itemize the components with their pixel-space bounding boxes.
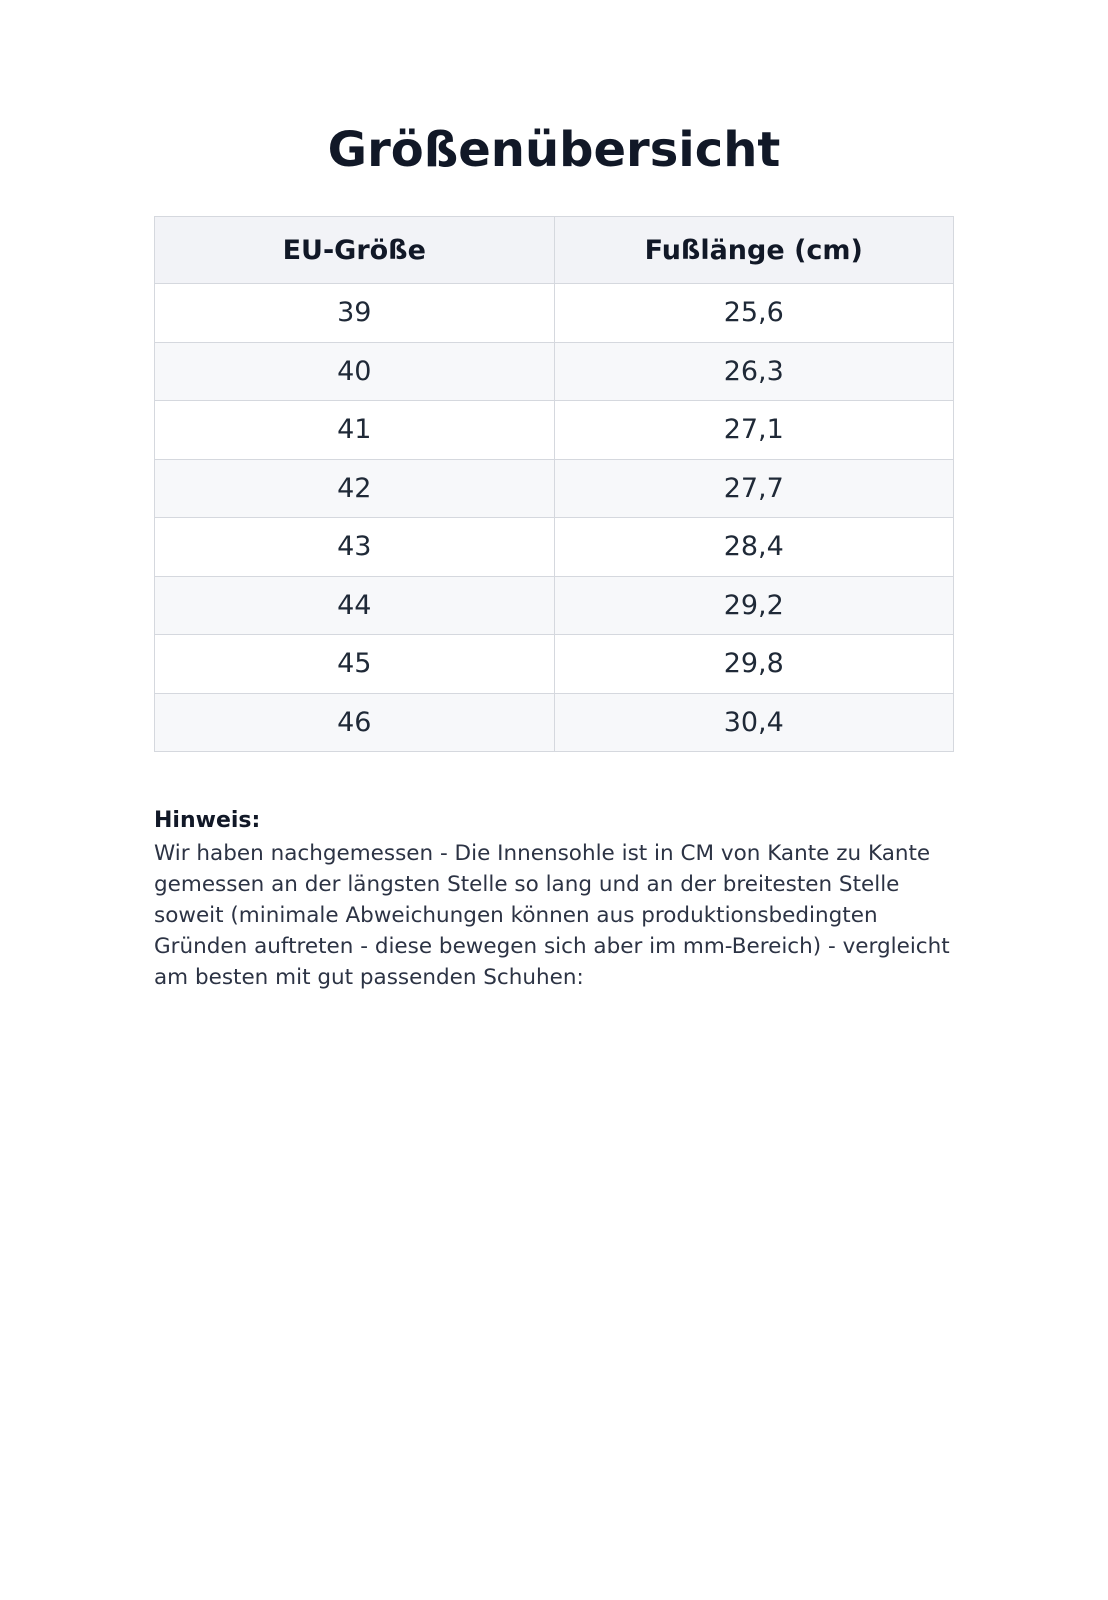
table-row (155, 459, 954, 518)
eu-size-cell: 40 (155, 342, 555, 401)
size-table (154, 216, 954, 752)
table-row (155, 693, 954, 752)
eu-size-cell: 44 (155, 576, 555, 635)
foot-length-cell: 28,4 (554, 518, 954, 577)
eu-size-cell: 42 (155, 459, 555, 518)
foot-length-cell: 26,3 (554, 342, 954, 401)
table-header-row (155, 217, 954, 284)
eu-size-cell: 46 (155, 693, 555, 752)
table-row (155, 576, 954, 635)
eu-size-cell: 43 (155, 518, 555, 577)
table-row (155, 284, 954, 343)
note-text: Wir haben nachgemessen - Die Innensohle ist in CM von Kante zu Kante gemessen an der längsten Stelle so lang und an der breitesten Stelle soweit (minimale Abweichungen können aus produktionsbedingten Gründen auftreten - diese bewegen sich aber im mm-Bereich) - vergleicht am besten mit gut passenden Schuhen: (154, 841, 950, 990)
column-header-eu-size: EU-Größe (155, 217, 555, 284)
foot-length-cell: 27,7 (554, 459, 954, 518)
foot-length-cell: 27,1 (554, 401, 954, 460)
table-row (155, 635, 954, 694)
foot-length-cell: 29,2 (554, 576, 954, 635)
eu-size-cell: 39 (155, 284, 555, 343)
table-row (155, 342, 954, 401)
column-header-foot-length: Fußlänge (cm) (554, 217, 954, 284)
eu-size-cell: 41 (155, 401, 555, 460)
foot-length-cell: 30,4 (554, 693, 954, 752)
foot-length-cell: 25,6 (554, 284, 954, 343)
eu-size-cell: 45 (155, 635, 555, 694)
note-label: Hinweis: (154, 808, 261, 833)
page-title: Größenübersicht (327, 122, 781, 178)
note-section (154, 806, 964, 993)
table-row (155, 401, 954, 460)
foot-length-cell: 29,8 (554, 635, 954, 694)
table-row (155, 518, 954, 577)
